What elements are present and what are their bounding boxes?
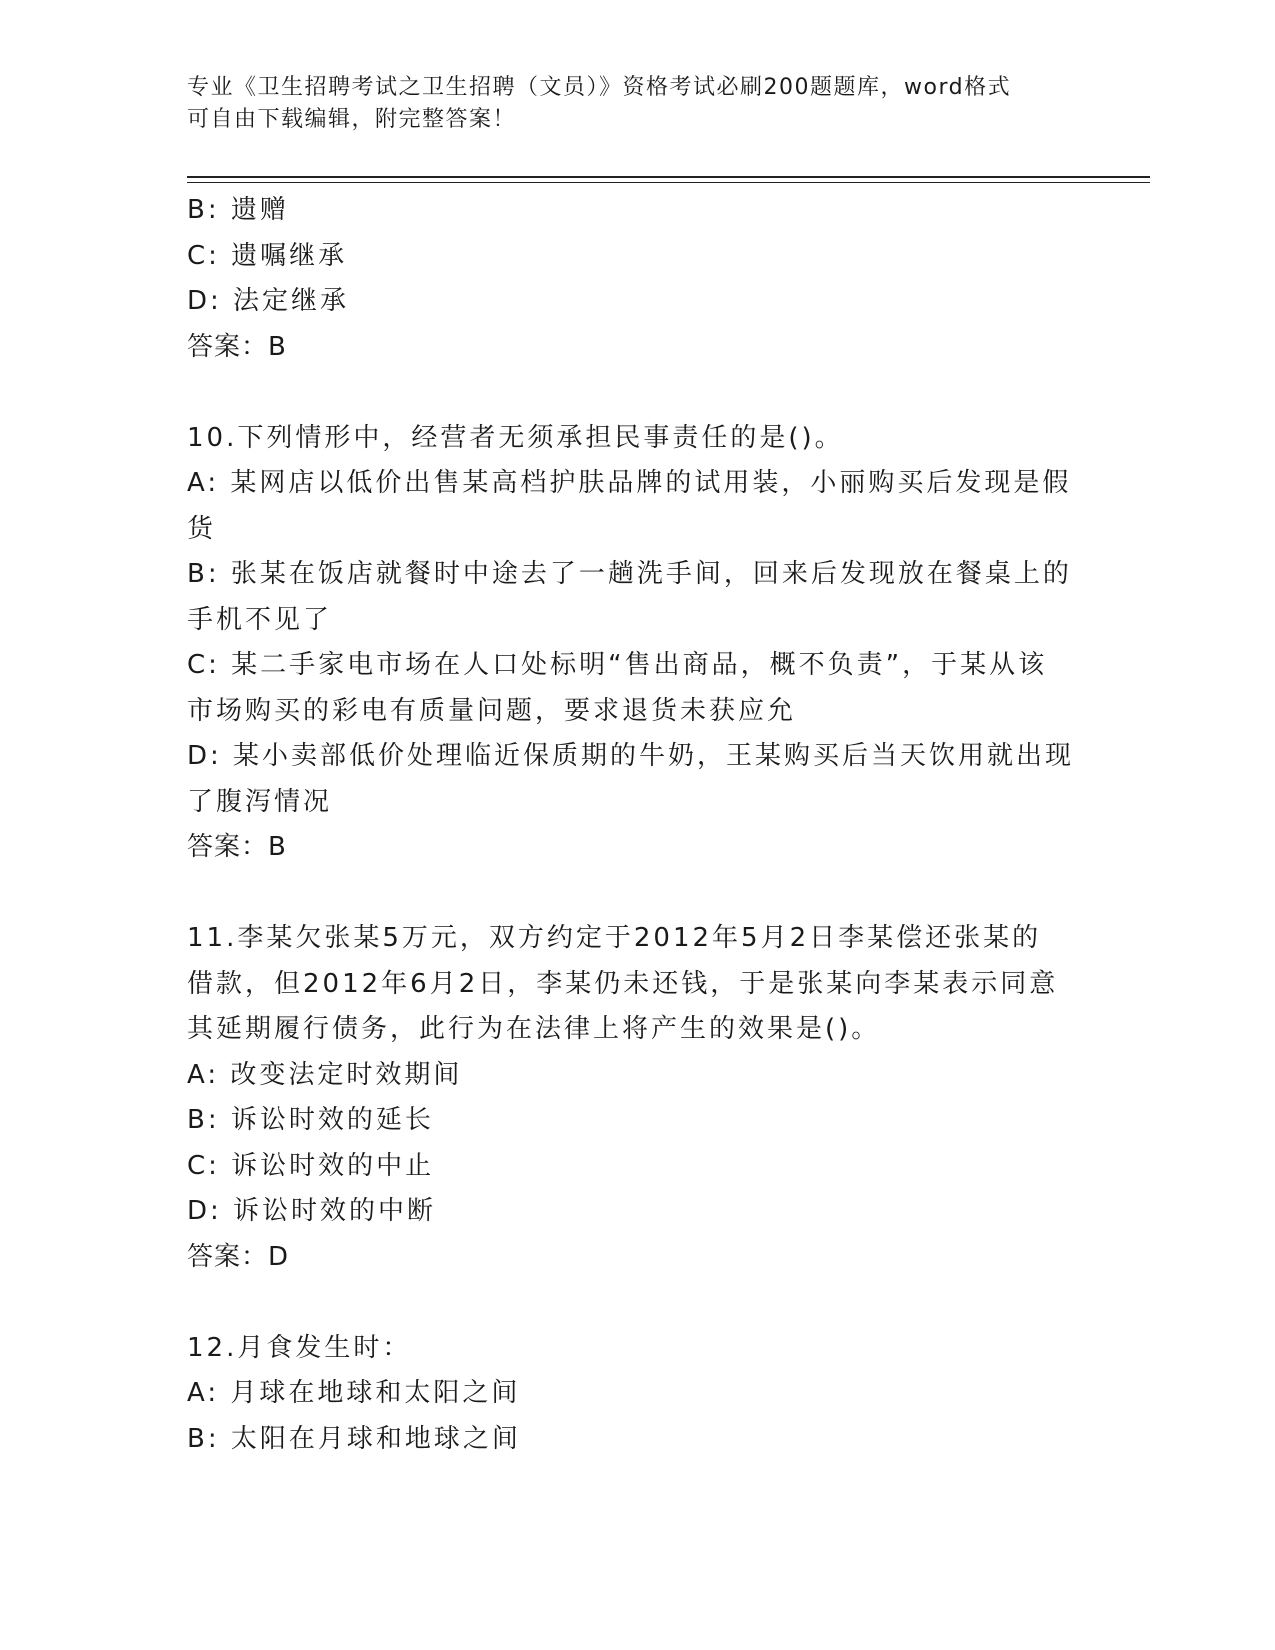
question-11-block — [187, 916, 1087, 1280]
option-d-line-1: D: 某小卖部低价处理临近保质期的牛奶，王某购买后当天饮用就出现 — [187, 741, 1075, 771]
option-a-line-1: A: 某网店以低价出售某高档护肤品牌的试用装，小丽购买后发现是假 — [187, 468, 1072, 498]
document-header — [187, 72, 1087, 136]
option-c-line-2: 市场购买的彩电有质量问题，要求退货未获应允 — [187, 695, 797, 726]
option-b: B: 遗赠 — [187, 195, 289, 225]
spacer — [187, 871, 1087, 917]
answer-line: 答案：D — [187, 1241, 290, 1272]
question-10-block — [187, 416, 1087, 871]
question-12-block — [187, 1326, 1087, 1463]
option-c: C: 诉讼时效的中止 — [187, 1150, 435, 1181]
header-rule-thick — [187, 176, 1150, 178]
question-stem-line-3: 其延期履行债务，此行为在法律上将产生的效果是()。 — [187, 1014, 881, 1044]
option-b: B: 诉讼时效的延长 — [187, 1105, 434, 1135]
question-list — [187, 188, 1087, 1462]
option-c-line-1: C: 某二手家电市场在人口处标明“售出商品，概不负责”，于某从该 — [187, 650, 1048, 680]
option-d: D: 诉讼时效的中断 — [187, 1196, 437, 1226]
spacer — [187, 370, 1087, 416]
option-a-line-2: 货 — [187, 513, 217, 544]
question-stem: 10.下列情形中，经营者无须承担民事责任的是()。 — [187, 422, 844, 453]
answer-line: 答案：B — [187, 832, 287, 862]
option-a: A: 改变法定时效期间 — [187, 1059, 463, 1090]
answer-line: 答案：B — [187, 331, 287, 362]
prev-question-block — [187, 188, 1087, 370]
option-c: C: 遗嘱继承 — [187, 240, 348, 271]
spacer — [187, 1280, 1087, 1326]
option-a: A: 月球在地球和太阳之间 — [187, 1378, 521, 1408]
question-stem-line-1: 11.李某欠张某5万元，双方约定于2012年5月2日李某偿还张某的 — [187, 923, 1042, 953]
question-stem: 12.月食发生时： — [187, 1332, 412, 1363]
header-title-line-2: 可自由下载编辑，附完整答案！ — [187, 107, 517, 132]
option-b-line-2: 手机不见了 — [187, 604, 333, 635]
question-stem-line-2: 借款，但2012年6月2日，李某仍未还钱，于是张某向李某表示同意 — [187, 968, 1059, 999]
option-b: B: 太阳在月球和地球之间 — [187, 1423, 521, 1454]
option-d-line-2: 了腹泻情况 — [187, 786, 333, 817]
header-rule-thin — [187, 182, 1150, 183]
header-title-line-1: 专业《卫生招聘考试之卫生招聘（文员）》资格考试必刷200题题库，word格式 — [187, 75, 1012, 100]
option-d: D: 法定继承 — [187, 286, 350, 316]
option-b-line-1: B: 张某在饭店就餐时中途去了一趟洗手间，回来后发现放在餐桌上的 — [187, 559, 1072, 589]
